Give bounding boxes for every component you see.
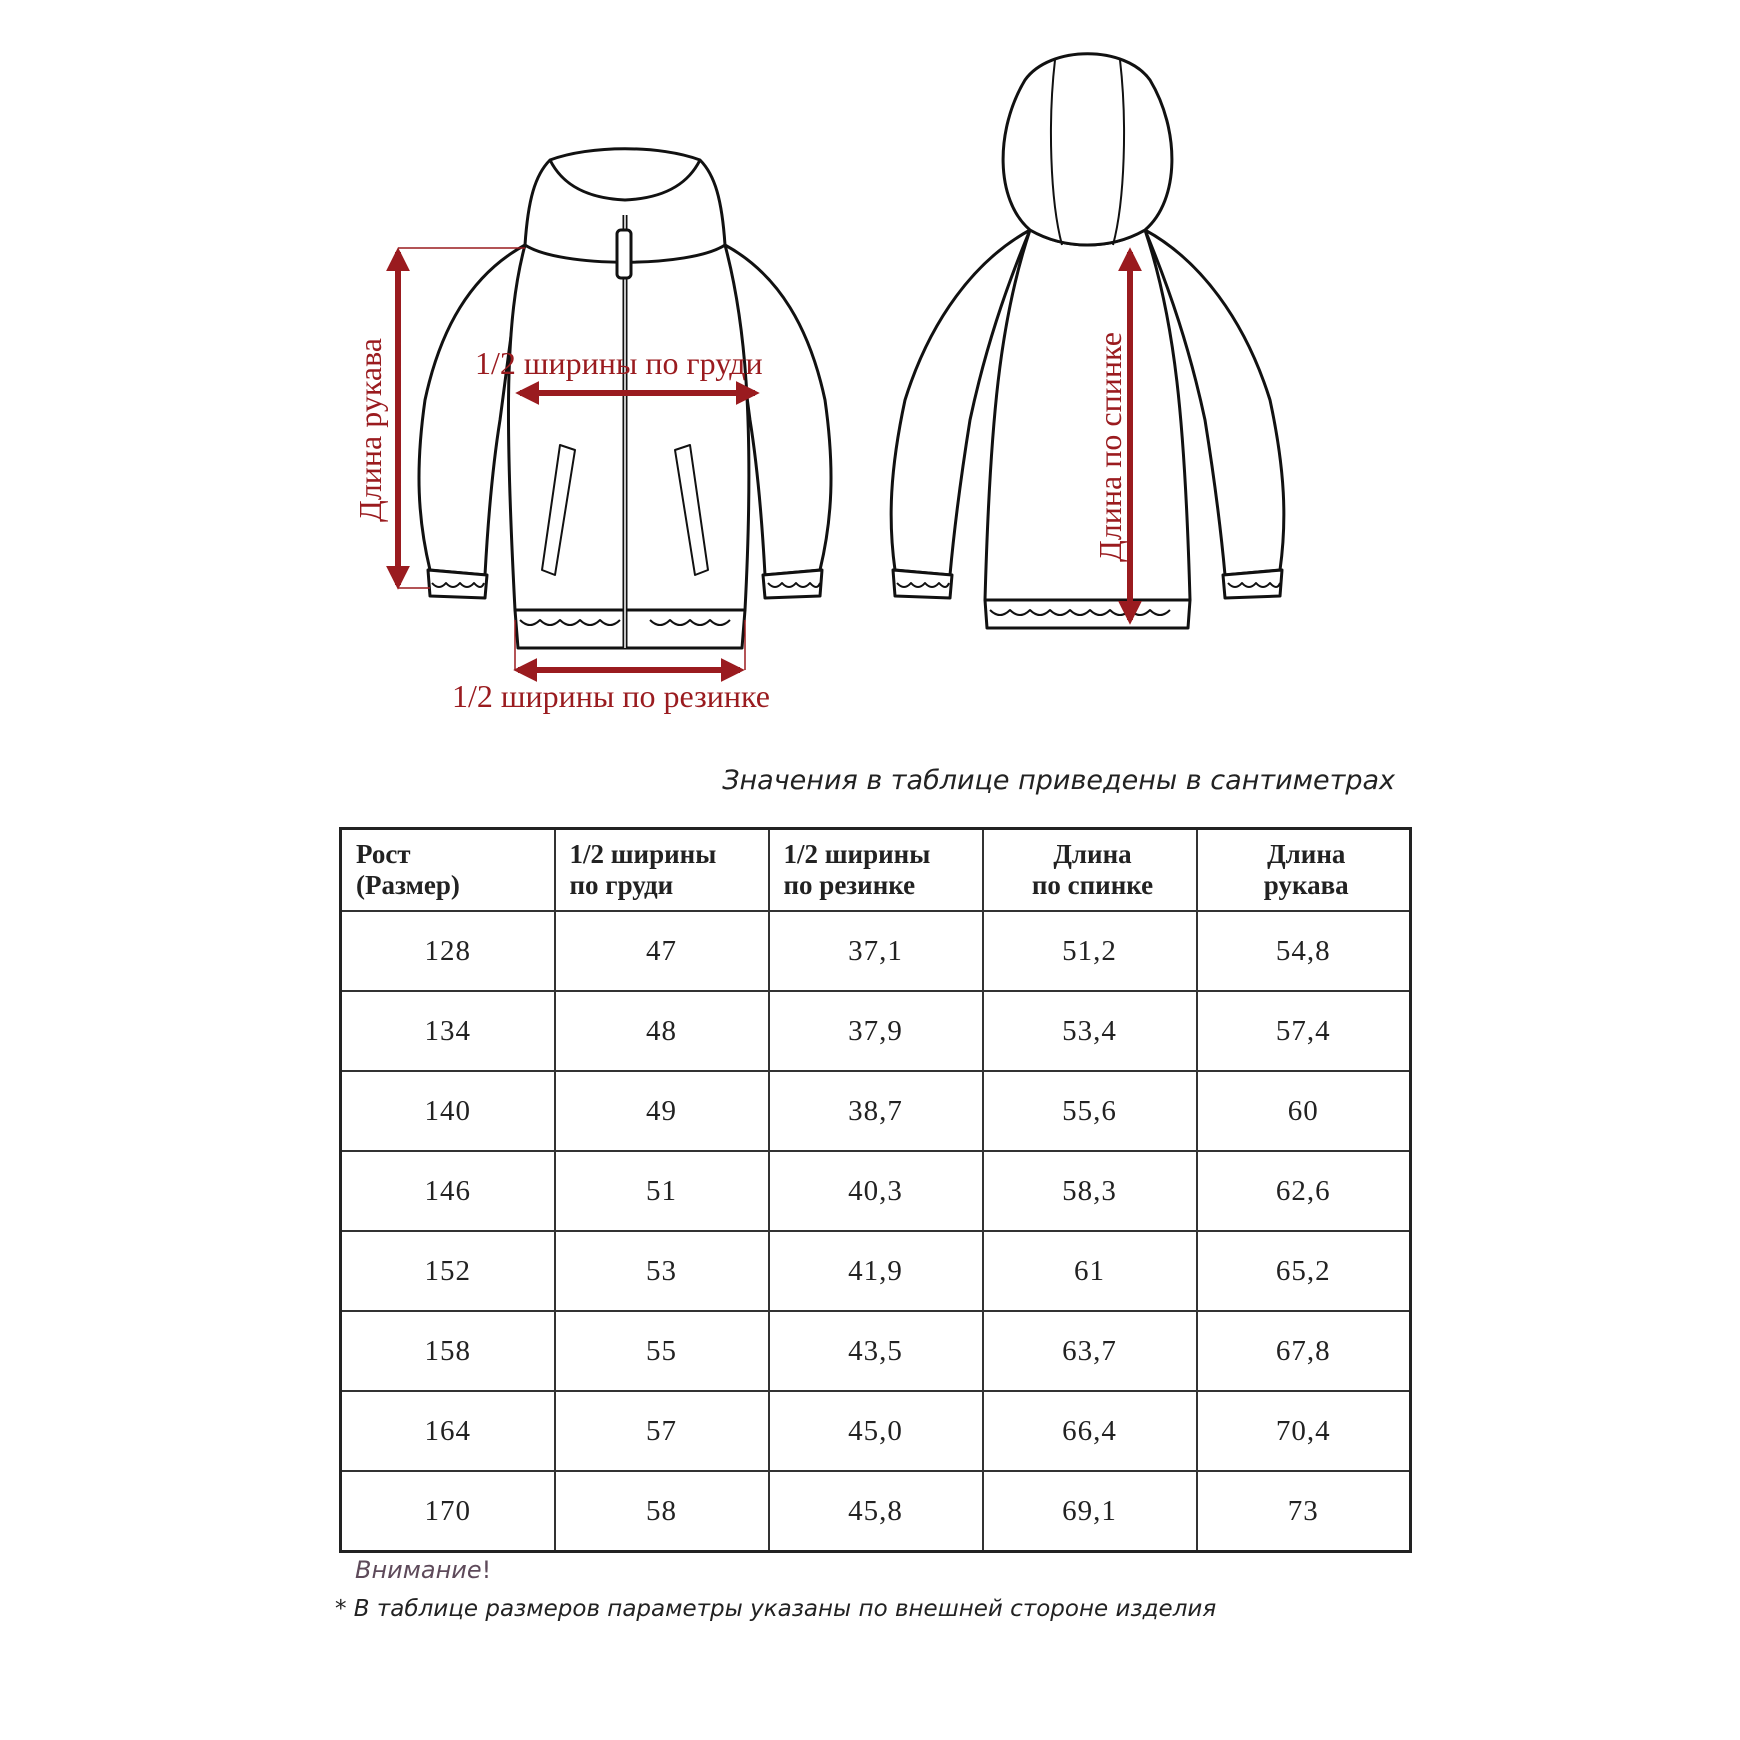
attention-note: Внимание! — [355, 1556, 492, 1584]
table-cell: 164 — [341, 1391, 555, 1471]
sleeve-length-label: Длина рукава — [352, 338, 388, 522]
table-cell: 48 — [555, 991, 769, 1071]
table-cell: 67,8 — [1197, 1311, 1411, 1391]
table-cell: 47 — [555, 911, 769, 991]
table-cell: 62,6 — [1197, 1151, 1411, 1231]
table-cell: 49 — [555, 1071, 769, 1151]
table-cell: 45,8 — [769, 1471, 983, 1552]
table-cell: 53 — [555, 1231, 769, 1311]
table-cell: 54,8 — [1197, 911, 1411, 991]
header-height: Рост (Размер) — [341, 829, 555, 912]
table-cell: 37,9 — [769, 991, 983, 1071]
table-row — [341, 1391, 1411, 1471]
footnote: * В таблице размеров параметры указаны по внешней стороне изделия — [335, 1596, 1217, 1622]
table-cell: 55 — [555, 1311, 769, 1391]
table-row — [341, 1151, 1411, 1231]
table-cell: 65,2 — [1197, 1231, 1411, 1311]
table-cell: 55,6 — [983, 1071, 1197, 1151]
size-table — [339, 827, 1412, 1553]
band-width-label: 1/2 ширины по резинке — [452, 678, 770, 714]
chest-width-label: 1/2 ширины по груди — [475, 345, 763, 381]
table-cell: 63,7 — [983, 1311, 1197, 1391]
table-cell: 43,5 — [769, 1311, 983, 1391]
table-cell: 58 — [555, 1471, 769, 1552]
header-chest: 1/2 ширины по груди — [555, 829, 769, 912]
table-cell: 158 — [341, 1311, 555, 1391]
table-cell: 53,4 — [983, 991, 1197, 1071]
table-cell: 37,1 — [769, 911, 983, 991]
header-band: 1/2 ширины по резинке — [769, 829, 983, 912]
table-cell: 38,7 — [769, 1071, 983, 1151]
table-cell: 134 — [341, 991, 555, 1071]
table-header-row — [341, 829, 1411, 912]
table-cell: 60 — [1197, 1071, 1411, 1151]
table-cell: 170 — [341, 1471, 555, 1552]
table-cell: 128 — [341, 911, 555, 991]
table-row — [341, 911, 1411, 991]
table-row — [341, 1231, 1411, 1311]
table-cell: 51,2 — [983, 911, 1197, 991]
table-cell: 140 — [341, 1071, 555, 1151]
table-cell: 58,3 — [983, 1151, 1197, 1231]
table-cell: 69,1 — [983, 1471, 1197, 1552]
table-cell: 51 — [555, 1151, 769, 1231]
units-note: Значения в таблице приведены в сантиметрах — [722, 765, 1395, 796]
back-length-label: Длина по спинке — [1092, 332, 1128, 562]
table-cell: 41,9 — [769, 1231, 983, 1311]
table-cell: 57,4 — [1197, 991, 1411, 1071]
table-row — [341, 991, 1411, 1071]
table-row — [341, 1471, 1411, 1552]
table-cell: 40,3 — [769, 1151, 983, 1231]
table-cell: 146 — [341, 1151, 555, 1231]
table-row — [341, 1311, 1411, 1391]
table-cell: 45,0 — [769, 1391, 983, 1471]
jacket-back-icon — [891, 54, 1284, 628]
jacket-front-icon — [419, 149, 831, 648]
header-back-length: Длина по спинке — [983, 829, 1197, 912]
table-cell: 61 — [983, 1231, 1197, 1311]
table-row — [341, 1071, 1411, 1151]
table-cell: 73 — [1197, 1471, 1411, 1552]
table-cell: 57 — [555, 1391, 769, 1471]
jacket-diagram — [0, 0, 1740, 760]
table-cell: 66,4 — [983, 1391, 1197, 1471]
table-cell: 152 — [341, 1231, 555, 1311]
header-sleeve-length: Длина рукава — [1197, 829, 1411, 912]
table-cell: 70,4 — [1197, 1391, 1411, 1471]
